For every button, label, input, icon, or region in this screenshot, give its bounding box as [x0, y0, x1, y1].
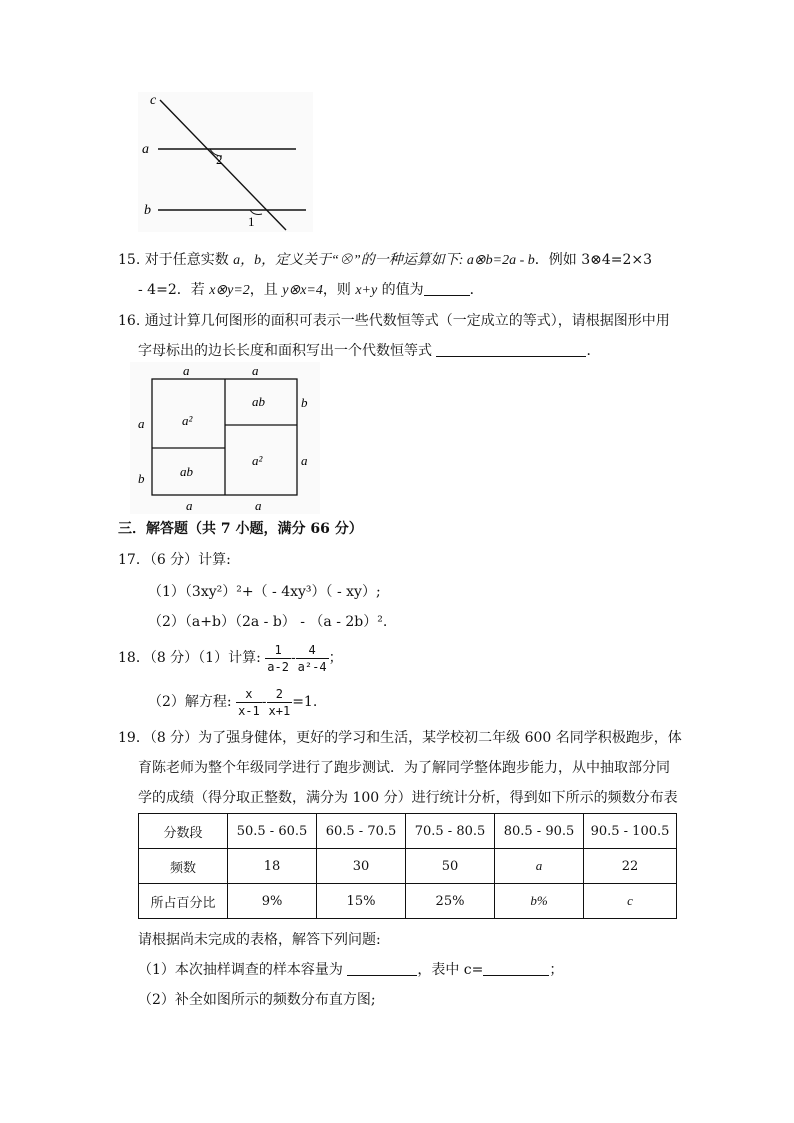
q15-text: 对于任意实数	[144, 252, 234, 268]
table-cell: 80.5 - 90.5	[495, 814, 584, 849]
fig16-bottom-a2: a	[255, 498, 262, 513]
q19-after-table: 请根据尚未完成的表格，解答下列问题:	[138, 932, 381, 948]
fraction-denominator: x+1	[268, 703, 291, 718]
q15-text: 的值为	[377, 282, 424, 298]
q17-head: 17．（6 分）计算:	[118, 552, 231, 568]
q18-fraction2	[296, 642, 329, 675]
table-cell: 22	[584, 849, 677, 884]
table-cell: 15%	[317, 884, 406, 919]
q15-text: a，b，定义关于“⊗”的一种运算如下:	[233, 253, 467, 268]
fig16-right-b: b	[301, 395, 308, 410]
section3-title: 三．解答题（共 7 小题，满分 66 分）	[118, 521, 363, 537]
q16-text: ．	[586, 343, 601, 359]
label-angle1: 1	[248, 214, 255, 229]
q15-answer-blank[interactable]	[424, 281, 470, 296]
table-cell: 18	[228, 849, 317, 884]
q15-text: ．例如 3⊗4=2×3	[534, 252, 653, 268]
table-cell: 频数	[139, 849, 228, 884]
table-cell: c	[584, 884, 677, 919]
table-cell: 90.5 - 100.5	[584, 814, 677, 849]
frequency-table	[138, 813, 677, 919]
q15-text: - 4=2．若	[138, 282, 210, 298]
q15-number: 15.	[118, 252, 141, 268]
fig16-cell-ab-left: ab	[180, 464, 193, 479]
q18-fraction4	[267, 686, 293, 719]
q16-line2	[138, 341, 600, 361]
fig16-cell-a2-left: a²	[182, 413, 193, 428]
q15-line1	[118, 250, 652, 271]
q18-part2-label: （2）解方程:	[148, 694, 232, 710]
table-cell: 70.5 - 80.5	[406, 814, 495, 849]
area-figure	[130, 362, 320, 514]
q16-answer-blank[interactable]	[436, 342, 586, 357]
table-header-row	[139, 814, 677, 849]
q16-number: 16.	[118, 313, 141, 329]
q15-condition: x⊗y=2	[209, 283, 250, 298]
q16-text: 通过计算几何图形的面积可表示一些代数恒等式（一定成立的等式），请根据图形中用	[144, 313, 670, 329]
fig16-left-b: b	[138, 471, 145, 486]
fraction-numerator: x	[245, 686, 253, 701]
fraction-numerator: 4	[308, 642, 316, 657]
minus-sign: -	[261, 694, 267, 710]
q19-line2: 育陈老师为整个年级同学进行了跑步测试．为了解同学整体跑步能力，从中抽取部分同	[138, 760, 670, 776]
table-cell: b%	[495, 884, 584, 919]
table-cell: 50.5 - 60.5	[228, 814, 317, 849]
q19-text: ；	[549, 962, 564, 978]
fig16-cell-a2-right: a²	[252, 453, 263, 468]
table-cell: 分数段	[139, 814, 228, 849]
table-cell: 所占百分比	[139, 884, 228, 919]
label-angle2: 2	[216, 152, 223, 167]
equals-one: =1.	[292, 694, 318, 710]
semicolon: ；	[328, 650, 343, 666]
table-cell: 50	[406, 849, 495, 884]
sample-size-blank[interactable]	[347, 961, 417, 976]
q18-fraction1	[265, 642, 291, 675]
parallel-lines-figure	[138, 92, 313, 232]
q15-text: ，则	[322, 282, 356, 298]
fraction-numerator: 2	[275, 686, 283, 701]
fraction-denominator: a-2	[267, 659, 289, 674]
label-a: a	[142, 142, 149, 157]
table-cell: a	[495, 849, 584, 884]
fig16-left-a: a	[138, 416, 145, 431]
table-cell: 30	[317, 849, 406, 884]
q15-expression: x+y	[355, 283, 378, 298]
fraction-numerator: 1	[274, 642, 282, 657]
q15-definition: a⊗b=2a - b	[466, 253, 535, 268]
fraction-denominator: x-1	[238, 703, 260, 718]
q19-text: （1）本次抽样调查的样本容量为	[138, 962, 348, 978]
fig16-bottom-a1: a	[186, 498, 193, 513]
fig16-right-a: a	[301, 453, 308, 468]
q15-text: ．	[469, 282, 484, 298]
fig16-top-a2: a	[252, 363, 259, 378]
fraction-denominator: a²-4	[297, 659, 327, 674]
q18-line2	[148, 684, 317, 724]
table-cell: 60.5 - 70.5	[317, 814, 406, 849]
q16-text: 字母标出的边长长度和面积写出一个代数恒等式	[138, 343, 432, 359]
q15-condition: y⊗x=4	[282, 283, 323, 298]
q16-line1	[118, 311, 670, 331]
table-cell: 9%	[228, 884, 317, 919]
minus-sign: -	[290, 650, 296, 666]
table-cell: 25%	[406, 884, 495, 919]
c-value-blank[interactable]	[483, 961, 549, 976]
q15-text: ，且	[249, 282, 283, 298]
q17-part2: （2）（a+b）（2a - b） - （a - 2b）².	[148, 614, 388, 630]
fig16-cell-ab-top: ab	[252, 394, 265, 409]
label-b: b	[144, 203, 151, 218]
q19-text: ，表中 c=	[417, 962, 484, 978]
q18-head: 18．（8 分）（1）计算:	[118, 650, 261, 666]
q17-part1: （1）（3xy²）²+（ - 4xy³）（ - xy）;	[148, 584, 381, 600]
q15-line2	[138, 280, 484, 301]
table-row	[139, 849, 677, 884]
q19-line3: 学的成绩（得分取正整数，满分为 100 分）进行统计分析，得到如下所示的频数分布表	[138, 790, 678, 806]
q18-line1	[118, 640, 343, 680]
table-row	[139, 884, 677, 919]
q19-part2: （2）补全如图所示的频数分布直方图;	[138, 992, 376, 1008]
label-c: c	[150, 93, 157, 108]
q18-fraction3	[236, 686, 262, 719]
q19-line1: 19．（8 分）为了强身健体，更好的学习和生活，某学校初二年级 600 名同学积极跑步，体	[118, 730, 682, 746]
fig16-top-a1: a	[183, 363, 190, 378]
q19-part1	[138, 960, 563, 980]
